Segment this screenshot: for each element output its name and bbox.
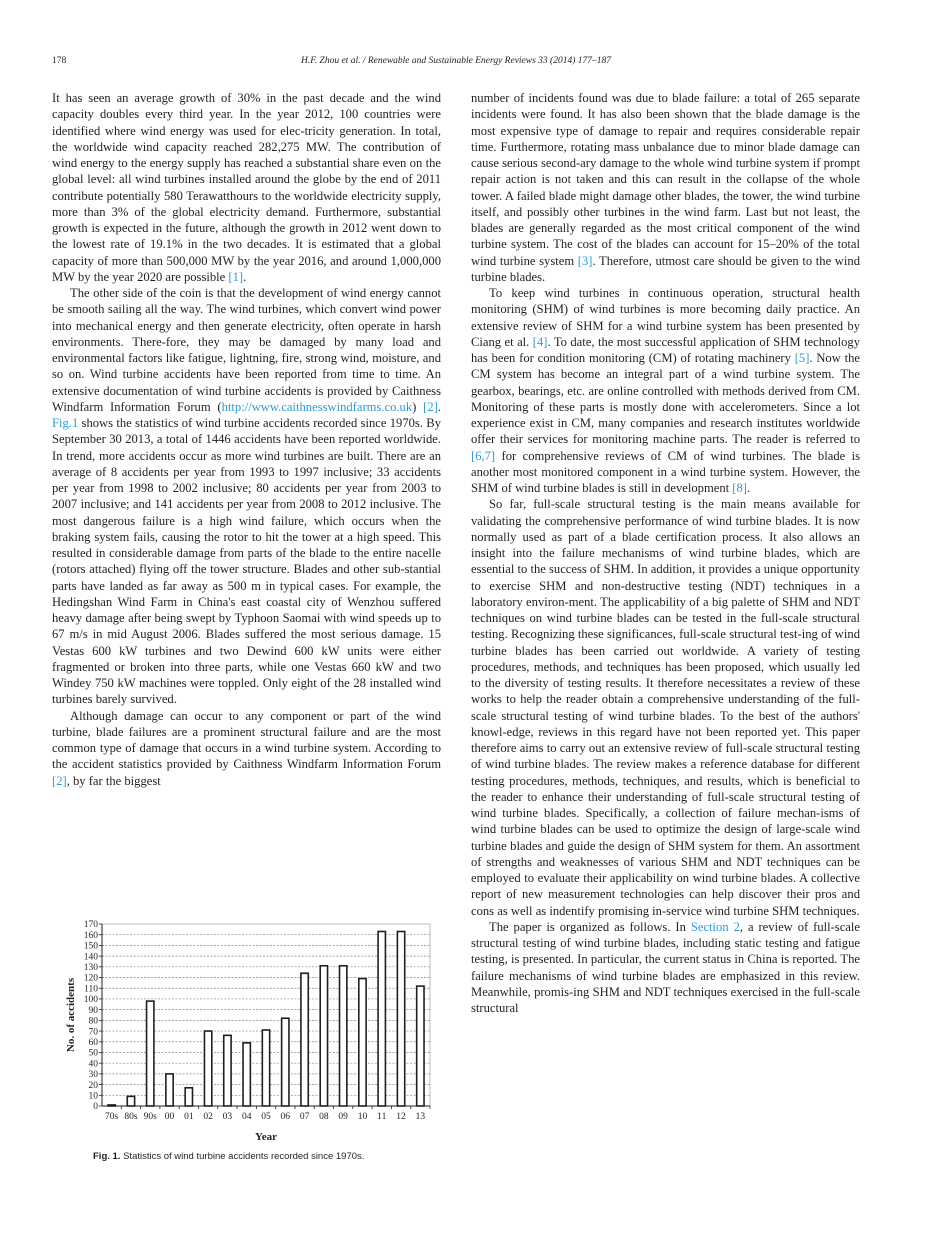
figure-label: Fig. 1. <box>93 1151 121 1162</box>
bar-11 <box>378 931 385 1106</box>
x-tick-label: 00 <box>164 1112 175 1122</box>
bar-03 <box>224 1035 231 1106</box>
figure-1-bar-chart <box>60 915 440 1165</box>
x-tick-label: 11 <box>377 1112 387 1122</box>
y-tick-label: 30 <box>88 1070 98 1081</box>
x-tick-label: 10 <box>357 1112 368 1122</box>
x-tick-label: 12 <box>396 1112 406 1122</box>
y-tick-label: 70 <box>88 1027 98 1038</box>
x-tick-label: 70s <box>105 1112 119 1122</box>
x-tick-label: 90s <box>143 1112 157 1122</box>
y-tick-label: 0 <box>93 1102 98 1113</box>
y-tick-label: 130 <box>83 963 98 974</box>
bar-08 <box>320 966 327 1106</box>
y-axis-label: No. of accidents <box>65 977 77 1053</box>
paragraph-blade-damage: number of incidents found was due to blade failure: a total of 265 separate incidents were found. It has also been shown that the blade damage is the most expensive type of damage to repair and requires considerable repair time. Furthermore, rotating mass unbalance due to minor blade damage can cause serious second-ary damage to the whole wind turbine system if prompt repair action is not taken and this can result in the collapse of the whole tower. A failed blade might damage other blades, the tower, the wind turbine itself, and possibly other turbines in the wind farm. Last but not least, the blades are generally regarded as the most critical component of the wind turbine system. The cost of the blades can account for 15–20% of the total wind turbine system [3]. Therefore, utmost care should be given to the wind turbine blades. <box>471 91 860 284</box>
paragraph-full-scale-testing: So far, full-scale structural testing is the main means available for validating the comprehensive performance of wind turbine blades. It is now normally used as part of a blade certification process. It also allows an insight into the failure mechanisms of wind turbine blades, which are essential to the success of SHM. In addition, it provides a unique opportunity to exercise SHM and non-destructive testing (NDT) techniques in a laboratory environ-ment. The applicability of a big palette of SHM and NDT techniques on wind turbine blades can be tested in the full-scale structural testing. Recognizing these significances, full-scale structural test-ing of wind turbine blades has been carried out worldwide. A variety of testing procedures, methods, and techniques has been proposed, which usually led to the diversity of testing results. It therefore necessitates a review of these works to help the reader obtain a comprehensive understanding of the full-scale structural testing of wind turbine blades. To the best of the authors' knowl-edge, reviews in this regard have not been reported yet. This paper therefore aims to carry out an extensive review of full-scale structural testing of wind turbine blades. The review makes a reference database for different testing procedures, methods, techniques, and results, which is beneficial to the reader to enhance their understanding of full-scale structural testing of wind turbine blades. Specifically, a collection of failure mechan-isms of wind turbine blades can be used to optimize the design of large-scale wind turbine blades and guide the design of SHM system for them. An assortment of strengths and weaknesses of various SHM and NDT techniques can be employed to evaluate their applicability on wind turbine blades. A collective report of new measurement technologies can help discover their pros and cons as well as indentify promising in-service wind turbine SHM techniques. <box>471 497 860 918</box>
x-tick-label: 02 <box>203 1112 213 1122</box>
bar-90s <box>147 1001 154 1106</box>
figure-caption-text: Statistics of wind turbine accidents recorded since 1970s. <box>120 1151 365 1162</box>
y-tick-label: 160 <box>83 930 98 941</box>
x-tick-label: 03 <box>222 1112 233 1122</box>
bar-01 <box>185 1088 192 1106</box>
y-tick-label: 120 <box>83 973 98 984</box>
x-tick-label: 80s <box>124 1112 138 1122</box>
paragraph-organization: The paper is organized as follows. In Section 2, a review of full-scale structural testing of wind turbine blades, including static testing and fatigue testing, is presented. In particular, the current status in China is reported. The failure mechanisms of wind turbine blades are emphasized in this review. Meanwhile, promis-ing SHM and NDT techniques exercised in the full-scale structural <box>471 919 860 1015</box>
bar-12 <box>397 931 404 1106</box>
citation-link-8[interactable]: [8] <box>732 481 747 495</box>
bar-05 <box>262 1030 269 1106</box>
citation-link-3[interactable]: [3] <box>577 253 593 268</box>
bar-09 <box>340 966 347 1106</box>
x-tick-label: 13 <box>415 1112 426 1122</box>
paragraph-accidents: The other side of the coin is that the development of wind energy cannot be smooth sailing all the way. The wind turbines, which convert wind power into mechanical energy and then generate electricity, often operate in harsh environments. There-fore, they may be damaged by many load and environmental factors like fatigue, lightning, fire, strong wind, moisture, and so on. Wind turbine accidents have been reported from time to time. An extensive documentation of wind turbine accidents is provided by Caithness Windfarm Information Forum (http://www.caithnesswindfarms.co.uk) [2]. Fig.1 shows the statistics of wind turbine accidents recorded since 1970s. By September 30 2013, a total of 1446 accidents have been reported worldwide. In trend, more accidents occur as more wind turbines are built. There are an average of 8 accidents per year from 1993 to 1997 inclusive; 33 accidents per year from 1998 to 2002 inclusive; 80 accidents per year from 2003 to 2007 inclusive; and 141 accidents per year from 2008 to 2012 inclusive. The most dangerous failure is a high wind failure, which occurs when the braking system fails, causing the rotor to hit the tower at a high speed. This resulted in considerable damage from parts of the blade to the entire nacelle (rotors attached) flying off the tower structure. Blades and other sub-stantial parts have landed as far away as 500 m in typical cases. For example, the Hedingshan Wind Farm in China's east coastal city of Wenzhou suffered heavy damage after being swept by Typhoon Saomai with wind speeds up to 67 m/s in mid August 2006. Blades suffered the most serious damage. 15 Vestas 600 kW turbines and two Dewind 600 kW units were either fragmented or broken into three parts, while one Vestas 660 kW and two Windey 750 kW machines were toppled. Only eight of the 28 installed wind turbines barely survived. <box>52 286 441 707</box>
x-tick-label: 08 <box>319 1112 329 1122</box>
y-tick-label: 60 <box>88 1037 98 1048</box>
y-tick-label: 170 <box>83 920 98 931</box>
bar-chart-svg <box>60 915 440 1155</box>
paragraph-shm: To keep wind turbines in continuous operation, structural health monitoring (SHM) of wind turbines is more becoming daily practice. An extensive review of SHM for a wind turbine system has been presented by Ciang et al. [4]. To date, the most successful application of SHM technology has been for condition monitoring (CM) of rotating machinery [5]. Now the CM system has become an integral part of a wind turbine system. The gearbox, bearings, etc. are online controlled with methods derived from CM. Monitoring of these parts is mostly done with accelerometers. Since a lot experience exist in CM, many companies and research institutes worldwide offer their services for monitoring machine parts. The reader is referred to [6,7] for comprehensive reviews of CM of wind turbines. The blade is another most monitored component in a wind turbine system. However, the SHM of wind turbine blades is still in development [8]. <box>471 286 860 495</box>
paragraph-blade-failure: Although damage can occur to any component or part of the wind turbine, blade failures are a prominent structural failure and are the most common type of damage that occurs in a wind turbine system. According to the accident statistics provided by Caithness Windfarm Information Forum [2], by far the biggest <box>52 708 441 788</box>
running-head <box>52 56 860 70</box>
bar-13 <box>417 986 424 1106</box>
y-tick-label: 90 <box>88 1005 98 1016</box>
y-tick-label: 140 <box>83 952 98 963</box>
citation-link-4[interactable]: [4] <box>532 334 548 349</box>
citation-link-6-7[interactable]: [6,7] <box>471 448 496 463</box>
x-tick-label: 07 <box>299 1112 310 1122</box>
citation-link-2[interactable]: [2] <box>423 399 438 414</box>
figure-link-fig1[interactable]: Fig.1 <box>52 416 79 430</box>
page-number: 178 <box>52 56 67 66</box>
bar-00 <box>166 1074 173 1106</box>
y-tick-label: 110 <box>84 984 98 995</box>
y-tick-label: 50 <box>88 1048 98 1059</box>
figure-caption <box>93 1151 364 1162</box>
section-link-2[interactable]: Section 2 <box>690 919 740 934</box>
x-tick-label: 04 <box>241 1112 252 1122</box>
x-tick-label: 06 <box>280 1112 291 1122</box>
y-tick-label: 150 <box>83 941 98 952</box>
x-tick-label: 09 <box>338 1112 348 1122</box>
citation-link-2b[interactable]: [2] <box>52 773 67 788</box>
bar-04 <box>243 1043 250 1106</box>
x-tick-label: 05 <box>261 1112 271 1122</box>
bar-80s <box>127 1096 134 1106</box>
x-tick-label: 01 <box>184 1112 194 1122</box>
left-column <box>52 90 441 789</box>
y-tick-label: 100 <box>83 995 98 1006</box>
x-axis-label: Year <box>255 1131 277 1143</box>
bar-10 <box>359 979 366 1106</box>
citation-link-5[interactable]: [5] <box>794 351 810 365</box>
bar-70s <box>108 1105 115 1106</box>
paragraph-growth: It has seen an average growth of 30% in the past decade and the wind capacity doubles every third year. In the year 2012, 100 countries were identified where wind energy was used for elec-tricity generation. In total, the worldwide wind capacity reached 282,275 MW. The contribution of wind energy to the energy supply has reached a substantial share even on the global level: all wind turbines installed around the globe by the end of 2011 contribute potentially 580 Terawatthours to the worldwide electricity supply, more than 3% of the global electricity demand. Furthermore, substantial growth is expected in the future, although the growth in 2012 went down to the lowest rate of 19.1% in the two decades. It is estimated that a global capacity of more than 500,000 MW by the year 2016, and around 1,000,000 MW by the year 2020 are possible [1]. <box>52 91 441 284</box>
journal-citation-line: H.F. Zhou et al. / Renewable and Sustainable Energy Reviews 33 (2014) 177–187 <box>300 56 612 66</box>
bar-02 <box>204 1031 211 1106</box>
y-tick-label: 40 <box>88 1059 98 1070</box>
y-tick-label: 20 <box>88 1080 98 1091</box>
url-link-caithness[interactable]: http://www.caithnesswindfarms.co.uk <box>221 399 413 414</box>
citation-link-1[interactable]: [1] <box>228 269 244 284</box>
right-column <box>471 90 860 1016</box>
y-tick-label: 10 <box>88 1091 98 1102</box>
bar-07 <box>301 973 308 1106</box>
y-tick-label: 80 <box>88 1016 98 1027</box>
bar-06 <box>282 1018 289 1106</box>
